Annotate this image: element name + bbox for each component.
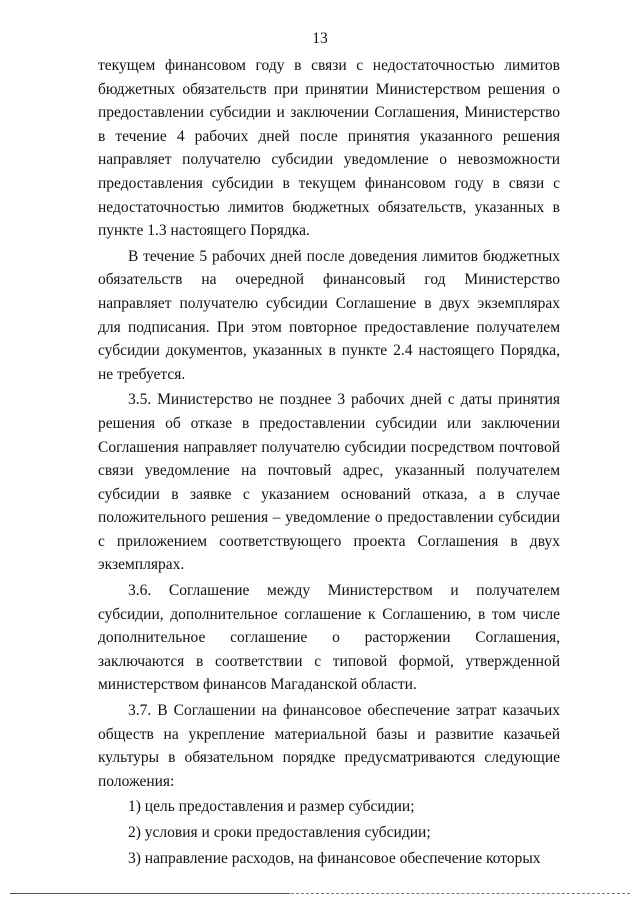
paragraph-limits: В течение 5 рабочих дней после доведения лимитов бюджетных обязательств на очередной финансовый год Министерство направляет получателю субсидии Соглашение в двух экземплярах для подписания. При этом повторное предоставление получателем субсидии документов, указанных в пункте 2.4 настоящего Порядка, не требуется.: [98, 247, 560, 383]
list-item-1: 1) цель предоставления и размер субсидии;: [128, 798, 415, 816]
paragraph-continuation: текущем финансовом году в связи с недостаточностью лимитов бюджетных обязательств при принятии Министерством решения о предоставлении субсидии и заключении Соглашения, Министерство в течение 4 рабочих дней после принятия указанного решения направляет получателю субсидии уведомление о невозможности предоставления субсидии в текущем финансовом году в связи с недостаточностью лимитов бюджетных обязательств, указанных в пункте 1.3 настоящего Порядка.: [98, 57, 560, 240]
list-item-2: 2) условия и сроки предоставления субсидии;: [128, 824, 431, 841]
paragraph-3-5: 3.5. Министерство не позднее 3 рабочих дней с даты принятия решения об отказе в предоставлении субсидии или заключении Соглашения направляет получателю субсидии посредством почтовой связи уведомление на почтовый адрес, указанный получателем субсидии в заявке с указанием оснований отказа, а в случае положительного решения – уведомление о предоставлении субсидии с приложением соответствующего проекта Соглашения в двух экземплярах.: [98, 391, 560, 574]
page-number: 13: [312, 30, 328, 47]
paragraph-3-7: 3.7. В Соглашении на финансовое обеспечение затрат казачьих обществ на укрепление материальной базы и развитие казачьей культуры в обязательном порядке предусматриваются следующие положения:: [98, 702, 560, 790]
document-body: [98, 54, 560, 870]
list-item-3: 3) направление расходов, на финансовое обеспечение которых: [128, 849, 541, 867]
footer-divider-solid: [10, 893, 290, 894]
paragraph-3-6: 3.6. Соглашение между Министерством и получателем субсидии, дополнительное соглашение к Соглашению, в том числе дополнительное соглашение о расторжении Соглашения, заключаются в соответствии с типовой формой, утвержденной министерством финансов Магаданской области.: [98, 582, 560, 694]
